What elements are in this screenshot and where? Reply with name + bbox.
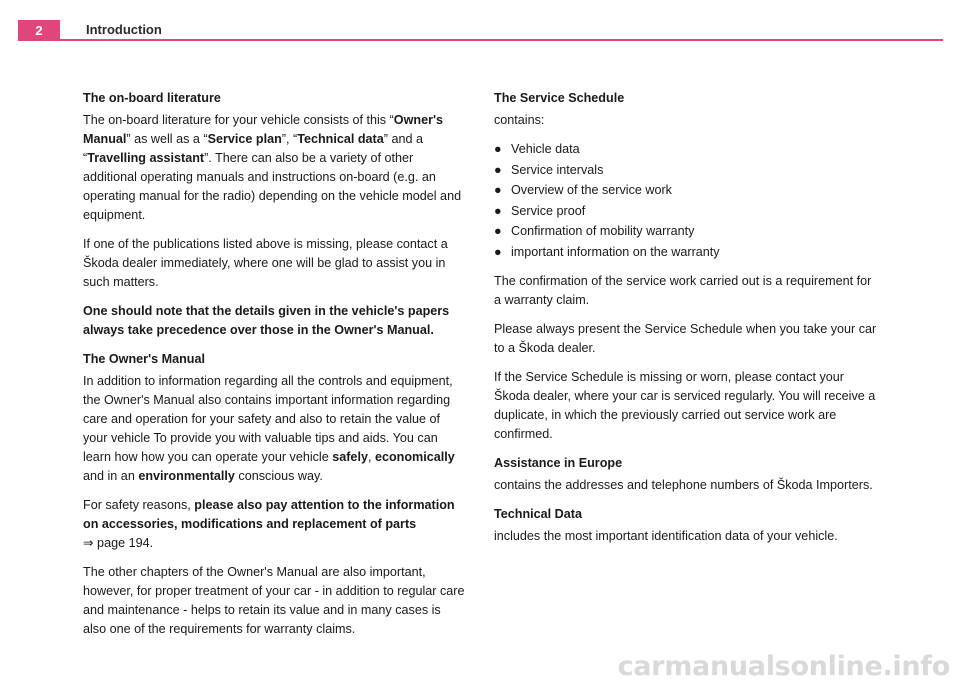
bullet-icon: ● (494, 224, 502, 239)
onboard-paragraph (83, 111, 465, 225)
owners-manual-term: Owner's Manual (83, 113, 443, 146)
safety-emphasis: please also pay attention to the information on accessories, modifications and replacement of parts (83, 498, 455, 531)
assistance-paragraph: contains the addresses and telephone numbers of Škoda Importers. (494, 477, 873, 492)
text-run: ” as well as a “ (126, 132, 208, 146)
chapter-title: Introduction (86, 22, 162, 37)
confirmation-paragraph: The confirmation of the service work carried out is a requirement for a warranty claim. (494, 273, 872, 307)
precedence-note: One should note that the details given in the vehicle's papers always take precedence over those in the Owner's Manual. (83, 304, 450, 337)
page-number: 2 (18, 20, 60, 41)
safely-term: safely (332, 450, 368, 464)
text-run: and in an (83, 469, 139, 483)
list-item-label: important information on the warranty (511, 244, 720, 259)
list-item-label: Confirmation of mobility warranty (511, 224, 695, 239)
present-schedule-paragraph: Please always present the Service Schedule when you take your car to a Škoda dealer. (494, 321, 877, 355)
travelling-assistant-term: Travelling assistant (87, 151, 205, 165)
onboard-heading: The on-board literature (83, 91, 221, 105)
list-item (494, 202, 878, 221)
list-item-label: Vehicle data (511, 142, 580, 156)
bullet-icon: ● (494, 162, 502, 177)
assistance-heading: Assistance in Europe (494, 455, 623, 470)
list-item-label: Overview of the service work (511, 183, 672, 198)
bullet-icon: ● (494, 142, 502, 156)
list-item (494, 140, 878, 159)
page-reference-link[interactable]: page 194. (93, 536, 154, 550)
list-item-label: Service proof (511, 203, 586, 218)
service-schedule-list (494, 140, 878, 262)
bullet-icon: ● (494, 244, 502, 259)
missing-schedule-paragraph: If the Service Schedule is missing or worn, please contact your Škoda dealer, where your car is serviced regularly. You will receive a duplicate, in which the previously carried out service work are confirmed. (494, 369, 876, 441)
text-run: ”. There can also be a variety of other additional operating manuals and instructions on-board (e.g. an operating manual for the radio) depending on the vehicle model and equipment. (83, 151, 462, 222)
safety-paragraph (83, 496, 465, 553)
list-item (494, 181, 878, 200)
economically-term: economically (374, 450, 455, 464)
contains-label: contains: (494, 113, 545, 127)
right-column (494, 89, 878, 556)
list-item (494, 243, 878, 262)
text-run: , (367, 450, 375, 464)
watermark: carmanualsonline.info (617, 651, 950, 682)
technical-data-term: Technical data (297, 132, 384, 146)
list-item (494, 161, 878, 180)
missing-publications-paragraph: If one of the publications listed above is missing, please contact a Škoda dealer immediately, where one will be glad to assist you in such matters. (83, 237, 448, 289)
technical-data-paragraph: includes the most important identification data of your vehicle. (494, 528, 838, 543)
text-run: ” and a “ (83, 132, 423, 165)
owners-manual-heading: The Owner's Manual (83, 352, 205, 366)
header-divider (60, 39, 943, 41)
other-chapters-paragraph: The other chapters of the Owner's Manual are also important, however, for proper treatment of your car - in addition to regular care and maintenance - helps to retain its value and in many cases is also one of the requirements for warranty claims. (83, 565, 465, 636)
bullet-icon: ● (494, 203, 502, 218)
service-schedule-heading: The Service Schedule (494, 91, 625, 105)
environmentally-term: environmentally (138, 469, 235, 483)
text-run: The on-board literature for your vehicle consists of this “ (83, 113, 394, 127)
page-reference-arrow: ⇒ (83, 536, 94, 550)
bullet-icon: ● (494, 183, 502, 198)
service-plan-term: Service plan (207, 132, 282, 146)
text-run: ”, “ (281, 132, 298, 146)
left-column (83, 89, 465, 649)
text-run: conscious way. (234, 469, 323, 483)
list-item (494, 222, 878, 241)
list-item-label: Service intervals (511, 162, 604, 177)
text-run: In addition to information regarding all the controls and equipment, the Owner's Manual also contains important information regarding care and operation for your safety and also to retain the value of your vehicle To provide you with valuable tips and aids. You can learn how how you can operate your vehicle (83, 374, 453, 464)
text-run: For safety reasons, (83, 498, 195, 512)
technical-data-heading: Technical Data (494, 506, 582, 521)
owners-manual-paragraph (83, 372, 465, 486)
